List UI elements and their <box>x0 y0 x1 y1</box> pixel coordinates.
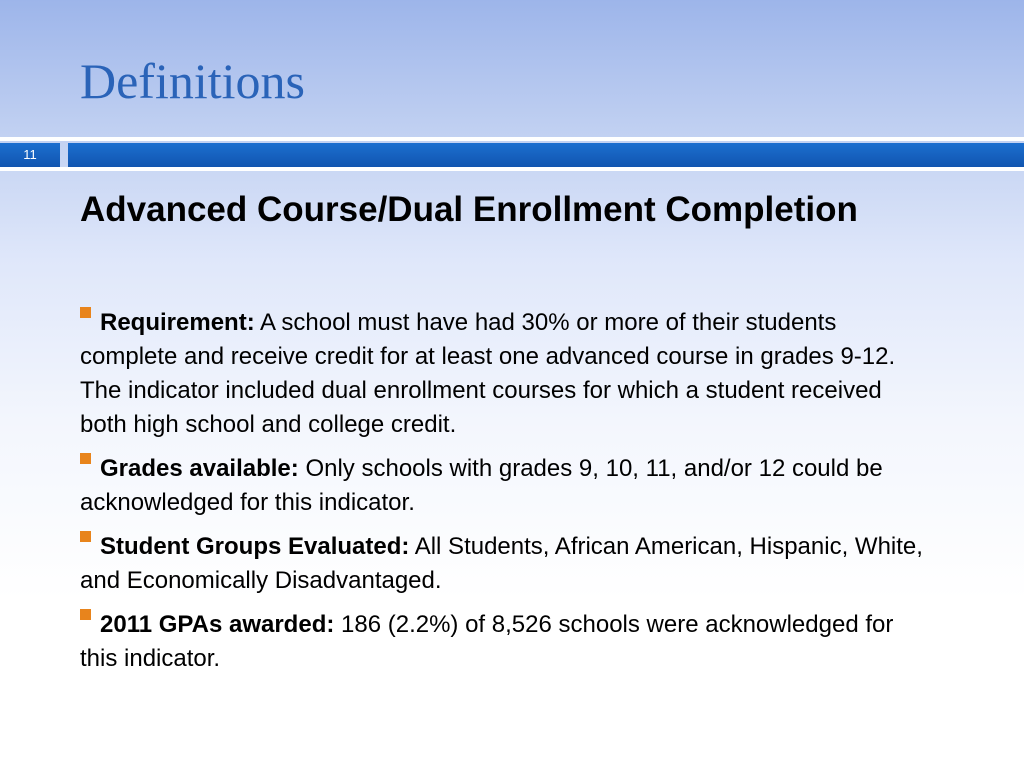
bullet-label: Requirement: <box>100 309 255 336</box>
header-divider-bottom <box>0 167 1024 171</box>
slide-title: Definitions <box>80 53 305 109</box>
square-bullet-icon <box>80 453 91 464</box>
bullet-list <box>80 306 930 686</box>
section-heading: Advanced Course/Dual Enrollment Completion <box>80 190 858 229</box>
bullet-text: 186 (2.2%) of 8,526 schools were acknowledged for this indicator. <box>80 611 894 672</box>
bullet-student-groups <box>80 530 930 598</box>
header-band <box>68 143 1024 167</box>
bullet-text: All Students, African American, Hispanic, White, and Economically Disadvantaged. <box>80 533 923 594</box>
bullet-text: Only schools with grades 9, 10, 11, and/or 12 could be acknowledged for this indicator. <box>80 455 883 516</box>
header-divider-top <box>0 137 1024 141</box>
bullet-grades-available <box>80 452 930 520</box>
square-bullet-icon <box>80 531 91 542</box>
bullet-label: Student Groups Evaluated: <box>100 533 410 560</box>
square-bullet-icon <box>80 307 91 318</box>
square-bullet-icon <box>80 609 91 620</box>
bullet-gpas-awarded <box>80 608 930 676</box>
bullet-label: Grades available: <box>100 455 299 482</box>
slide-number: 11 <box>23 147 37 162</box>
bullet-text: A school must have had 30% or more of their students complete and receive credit for at least one advanced course in grades 9-12. The indicator included dual enrollment courses for which a student received both high school and college credit. <box>80 309 896 438</box>
bullet-label: 2011 GPAs awarded: <box>100 611 335 638</box>
bullet-requirement <box>80 306 930 442</box>
